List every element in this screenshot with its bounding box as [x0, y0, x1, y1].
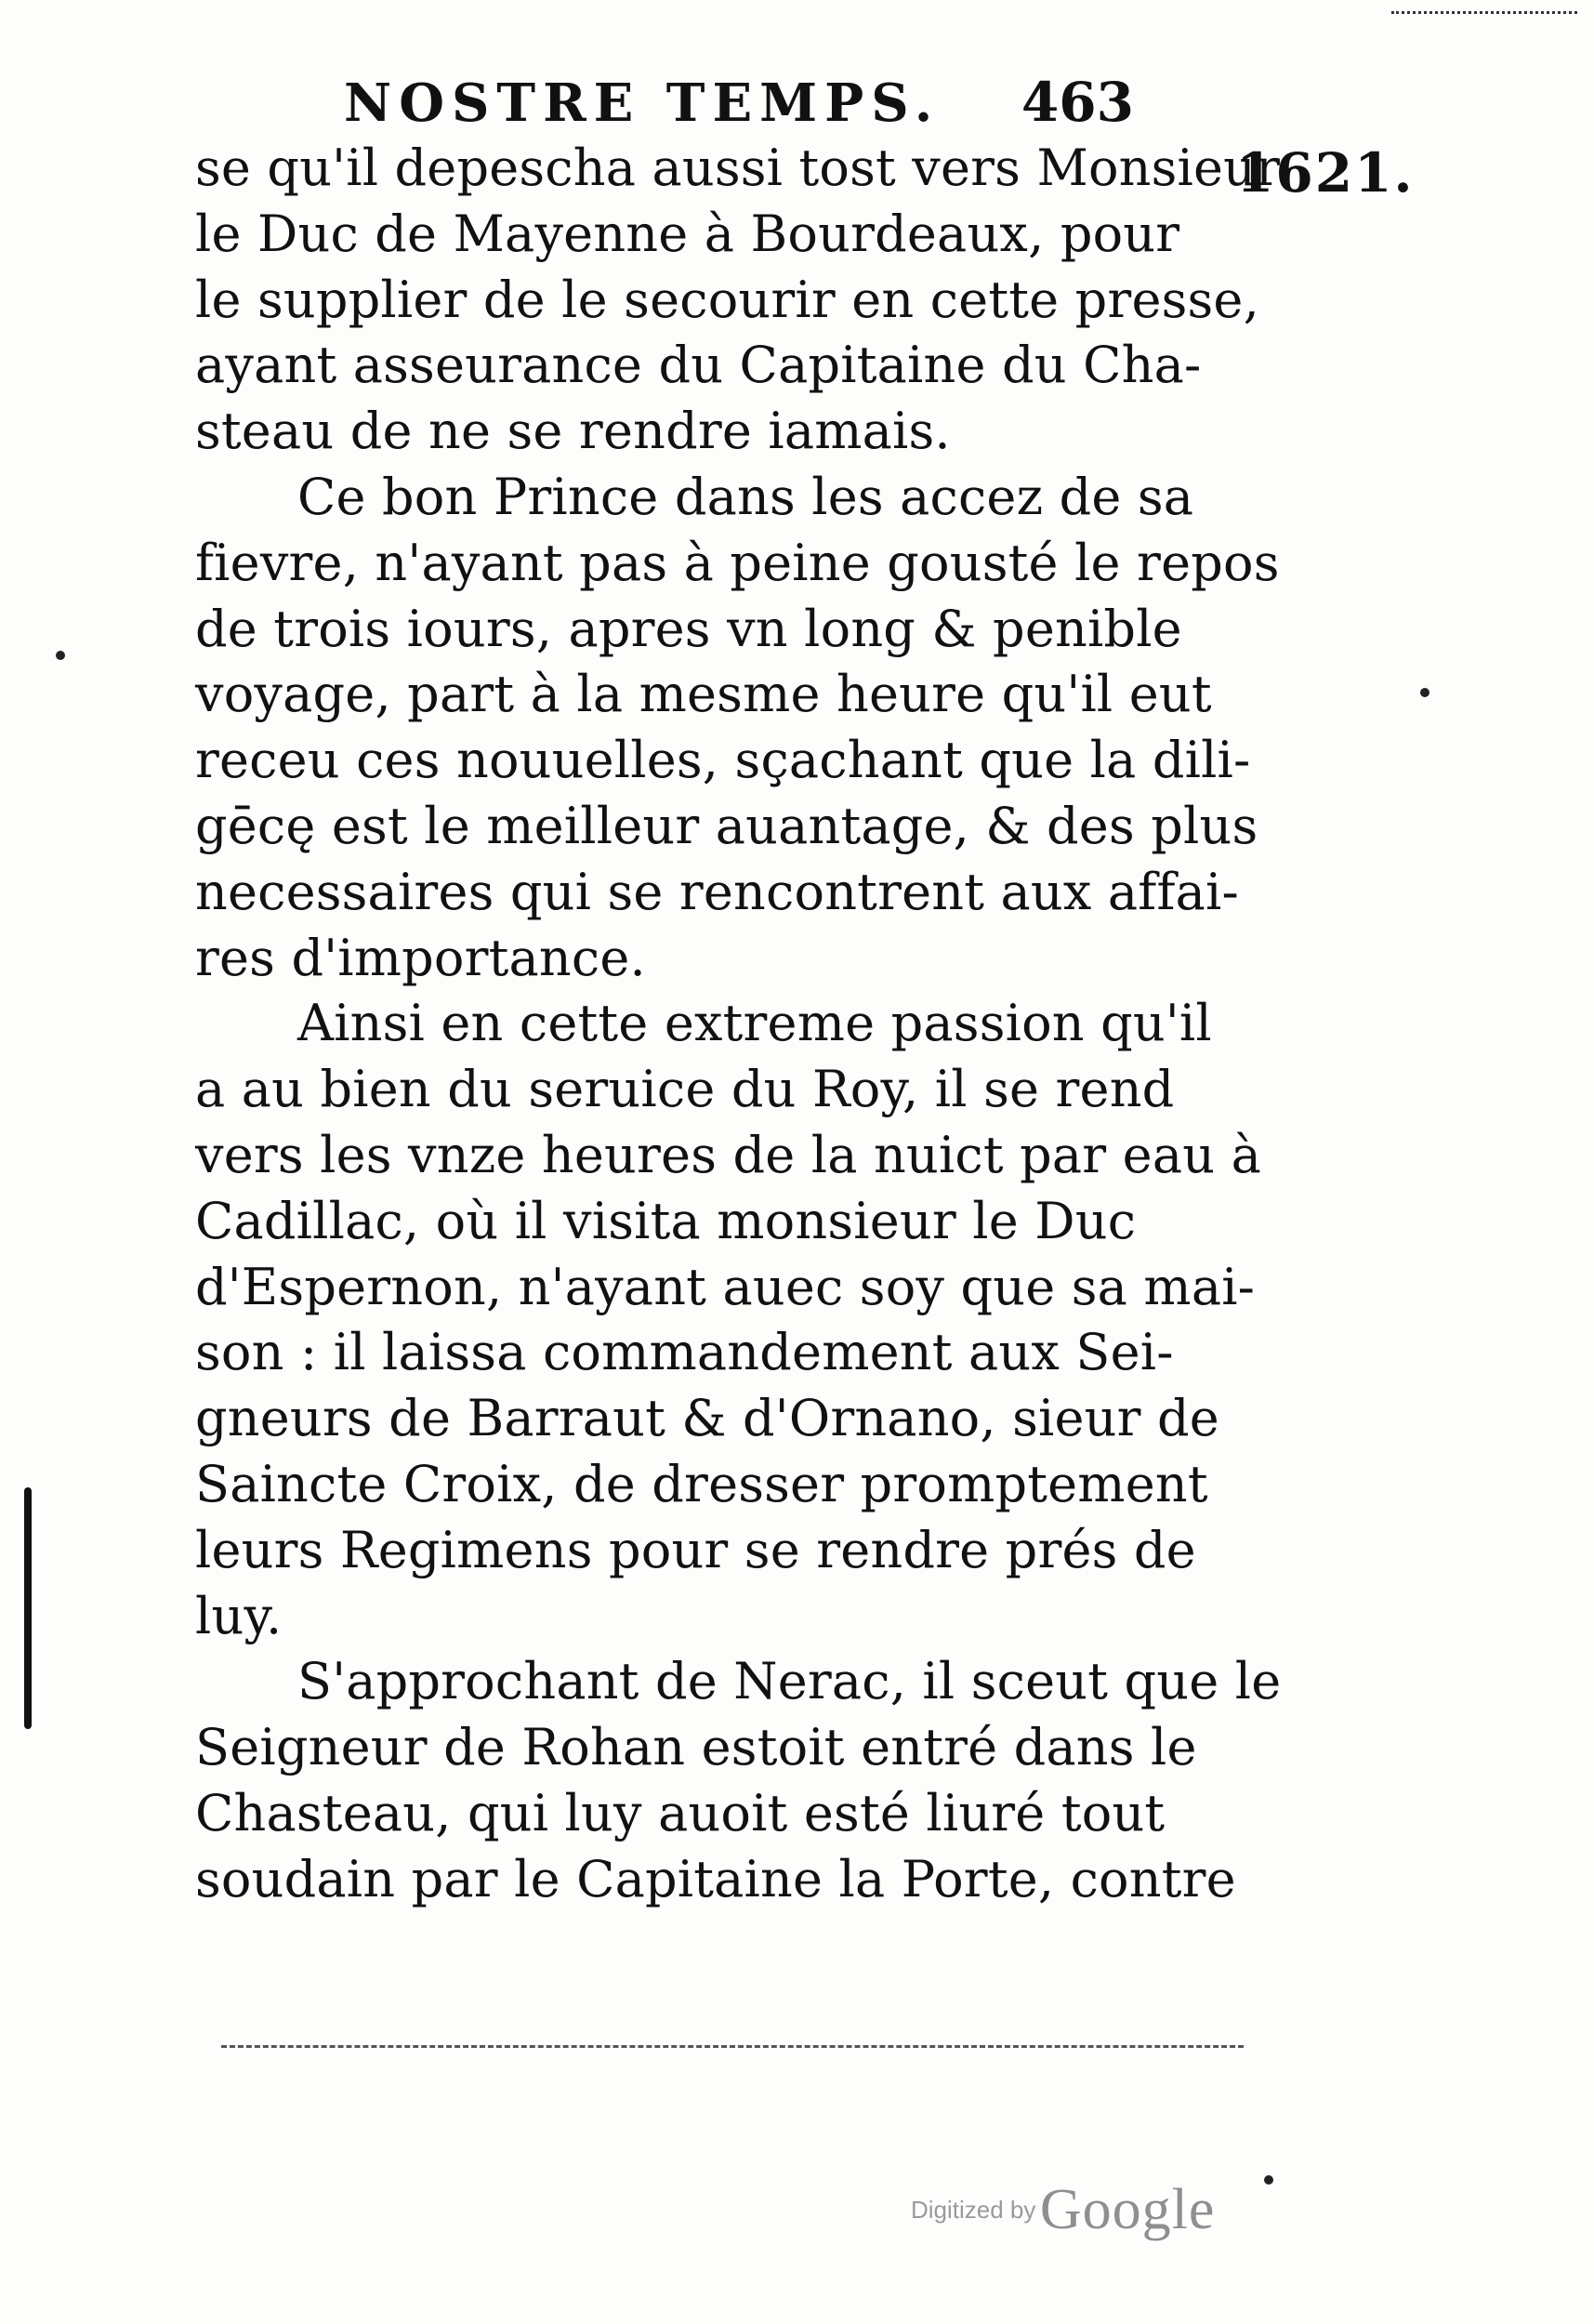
text-line: ayant asseurance du Capitaine du Cha- — [195, 336, 1202, 395]
text-line: a au bien du seruice du Roy, il se rend — [195, 1060, 1175, 1119]
text-line: Sainctе Croix, de dresser promptement — [195, 1454, 1208, 1513]
text-line: d'Espernon, n'ayant auec soy que sa mai- — [195, 1257, 1256, 1316]
binding-shadow-mark — [24, 1487, 32, 1729]
digitized-label: Digitized by — [911, 2196, 1036, 2224]
running-head — [325, 65, 1134, 139]
body-text — [195, 136, 1282, 1913]
text-line: receu ces nouuelles, sçachant que la dili- — [195, 731, 1251, 790]
text-line: fievre, n'ayant pas à peine gousté le repos — [195, 533, 1280, 592]
text-line: Ce bon Prince dans les accez de sa — [297, 467, 1194, 526]
text-line: Chasteau, qui luy auoit esté liuré tout — [195, 1783, 1166, 1842]
text-line: steau de ne se rendre iamais. — [195, 402, 951, 461]
digitized-watermark — [911, 2177, 1215, 2243]
text-line: S'approchant de Nerac, il sceut que le — [297, 1652, 1282, 1711]
text-line: le Duc de Mayenne à Bourdeaux, pour — [195, 204, 1180, 263]
text-line: son : il laissa commandement aux Sei- — [195, 1323, 1174, 1382]
ink-speck — [56, 651, 65, 660]
corner-dotted-mark — [1391, 11, 1577, 14]
text-line: Seigneur de Rohan estoit entré dans le — [195, 1718, 1197, 1777]
text-line: leurs Regimens pour se rendre prés de — [195, 1520, 1196, 1579]
text-line: vers les vnze heures de la nuict par eau à — [195, 1125, 1261, 1184]
text-line: Ainsi en cette extreme passion qu'il — [297, 994, 1212, 1053]
text-line: gēcę est le meilleur auantage, & des plus — [195, 796, 1258, 855]
text-line: soudain par le Capitaine la Porte, contre — [195, 1849, 1236, 1908]
text-line: le supplier de le secourir en cette presse, — [195, 270, 1259, 329]
text-line: gneurs de Barraut & d'Ornano, sieur de — [195, 1389, 1219, 1448]
digitizer-logo: Google — [1039, 2178, 1216, 2241]
text-line: Cadillac, où il visita monsieur le Duc — [195, 1191, 1137, 1250]
page-number: 463 — [1021, 71, 1134, 134]
text-line: luy. — [195, 1586, 283, 1645]
bottom-rule — [221, 2045, 1244, 2048]
text-line: voyage, part à la mesme heure qu'il eut — [195, 665, 1212, 724]
ink-speck — [1420, 688, 1429, 697]
text-line: necessaires qui se rencontrent aux affai- — [195, 862, 1239, 921]
margin-year: 1621. — [1236, 141, 1415, 205]
text-line: se qu'il depescha aussi tost vers Monsieur — [195, 139, 1281, 197]
ink-speck — [1264, 2175, 1273, 2185]
text-line: de trois iours, apres vn long & penible — [195, 599, 1182, 658]
running-title: NOSTRE TEMPS. — [344, 73, 941, 134]
text-line: res d'importance. — [195, 928, 646, 987]
